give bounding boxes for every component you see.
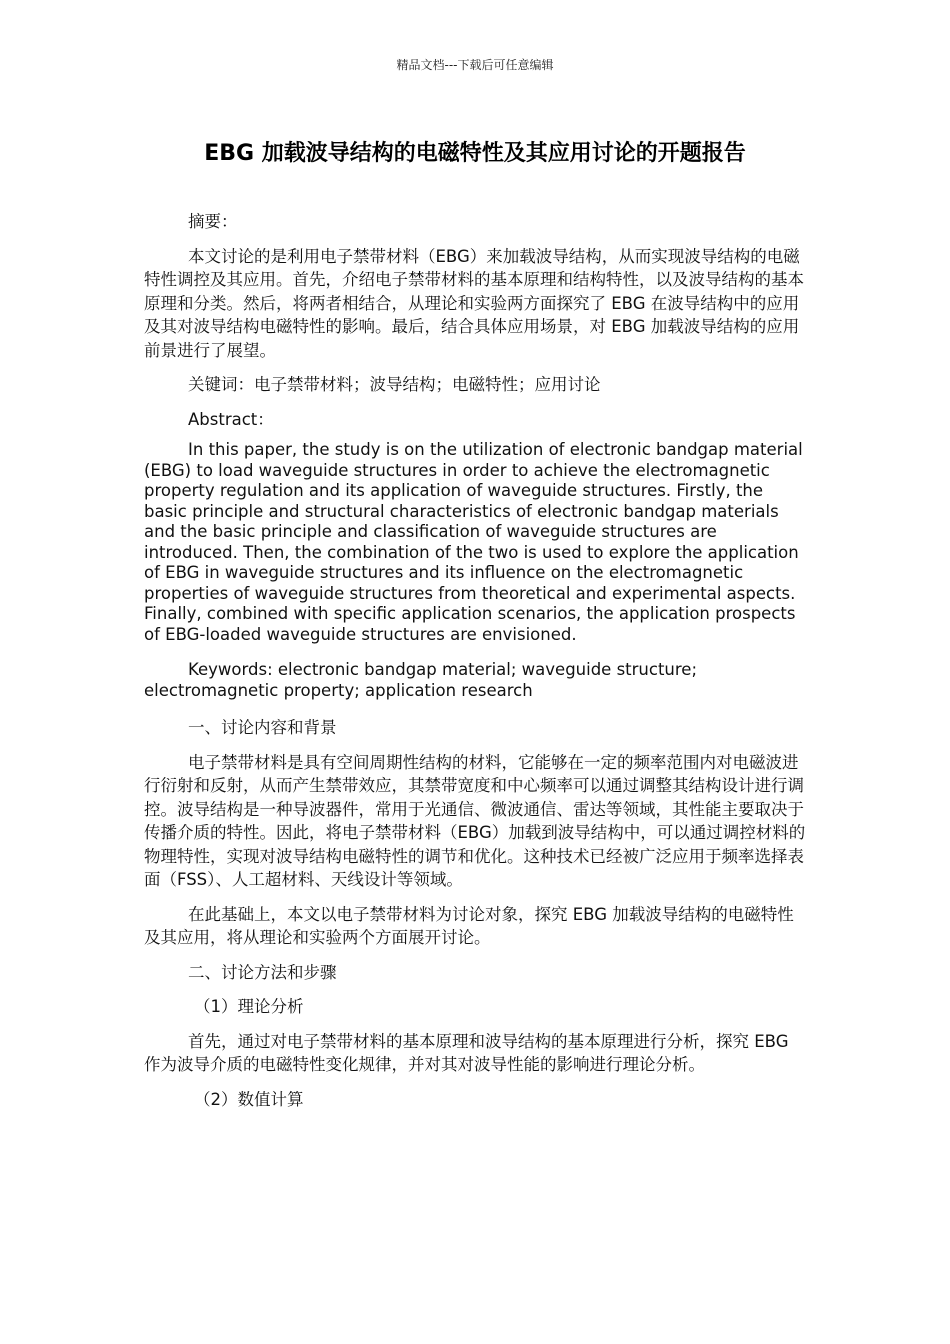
section-2-heading: 二、讨论方法和步骤 bbox=[188, 962, 337, 982]
subsection-2-heading: （2）数值计算 bbox=[194, 1089, 304, 1109]
keywords-cn: 关键词：电子禁带材料；波导结构；电磁特性；应用讨论 bbox=[188, 375, 601, 394]
document-title: EBG 加载波导结构的电磁特性及其应用讨论的开题报告 bbox=[204, 141, 746, 166]
section-1-paragraph-2: 在此基础上，本文以电子禁带材料为讨论对象，探究 EBG 加载波导结构的电磁特性及其应用，将从理论和实验两个方面展开讨论。 bbox=[144, 904, 794, 947]
subsection-1-paragraph: 首先，通过对电子禁带材料的基本原理和波导结构的基本原理进行分析，探究 EBG 作为波导介质的电磁特性变化规律，并对其对波导性能的影响进行理论分析。 bbox=[144, 1031, 789, 1074]
page-header: 精品文档---下载后可任意编辑 bbox=[396, 58, 554, 72]
abstract-en-label: Abstract： bbox=[188, 409, 274, 429]
abstract-cn-label: 摘要： bbox=[188, 212, 238, 231]
subsection-1-heading: （1）理论分析 bbox=[194, 997, 304, 1016]
section-1-paragraph-1: 电子禁带材料是具有空间周期性结构的材料，它能够在一定的频率范围内对电磁波进行衍射和反射，从而产生禁带效应，其禁带宽度和中心频率可以通过调整其结构设计进行调控。波导结构是一种导波器件，常用于光通信、微波通信、雷达等领域，其性能主要取决于传播介质的特性。因此，将电子禁带材料（EBG）加载到波导结构中，可以通过调控材料的物理特性，实现对波导结构电磁特性的调节和优化。这种技术已经被广泛应用于频率选择表面（FSS）、人工超材料、天线设计等领域。 bbox=[144, 752, 806, 889]
abstract-cn-paragraph: 本文讨论的是利用电子禁带材料（EBG）来加载波导结构，从而实现波导结构的电磁特性调控及其应用。首先，介绍电子禁带材料的基本原理和结构特性，以及波导结构的基本原理和分类。然后，将两者相结合，从理论和实验两方面探究了 EBG 在波导结构中的应用及其对波导结构电磁特性的影响。最后，结合具体应用场景，对 EBG 加载波导结构的应用前景进行了展望。 bbox=[144, 246, 804, 360]
section-1-heading: 一、讨论内容和背景 bbox=[188, 718, 337, 737]
document-body bbox=[144, 210, 808, 1111]
abstract-en-paragraph: In this paper, the study is on the utilization of electronic bandgap material (EBG) to load waveguide structures in order to achieve the electromagnetic property regulation and its application of waveguide structures. Firstly, the basic principle and structural characteristics of electronic bandgap materials and the basic principle and classification of waveguide structures are introduced. Then, the combination of the two is used to explore the application of EBG in waveguide structures and its influence on the electromagnetic properties of waveguide structures from theoretical and experimental aspects. Finally, combined with specific application scenarios, the application prospects of EBG-loaded waveguide structures are envisioned. bbox=[144, 440, 803, 644]
keywords-en: Keywords: electronic bandgap material; waveguide structure; electromagnetic property; application research bbox=[144, 660, 698, 700]
